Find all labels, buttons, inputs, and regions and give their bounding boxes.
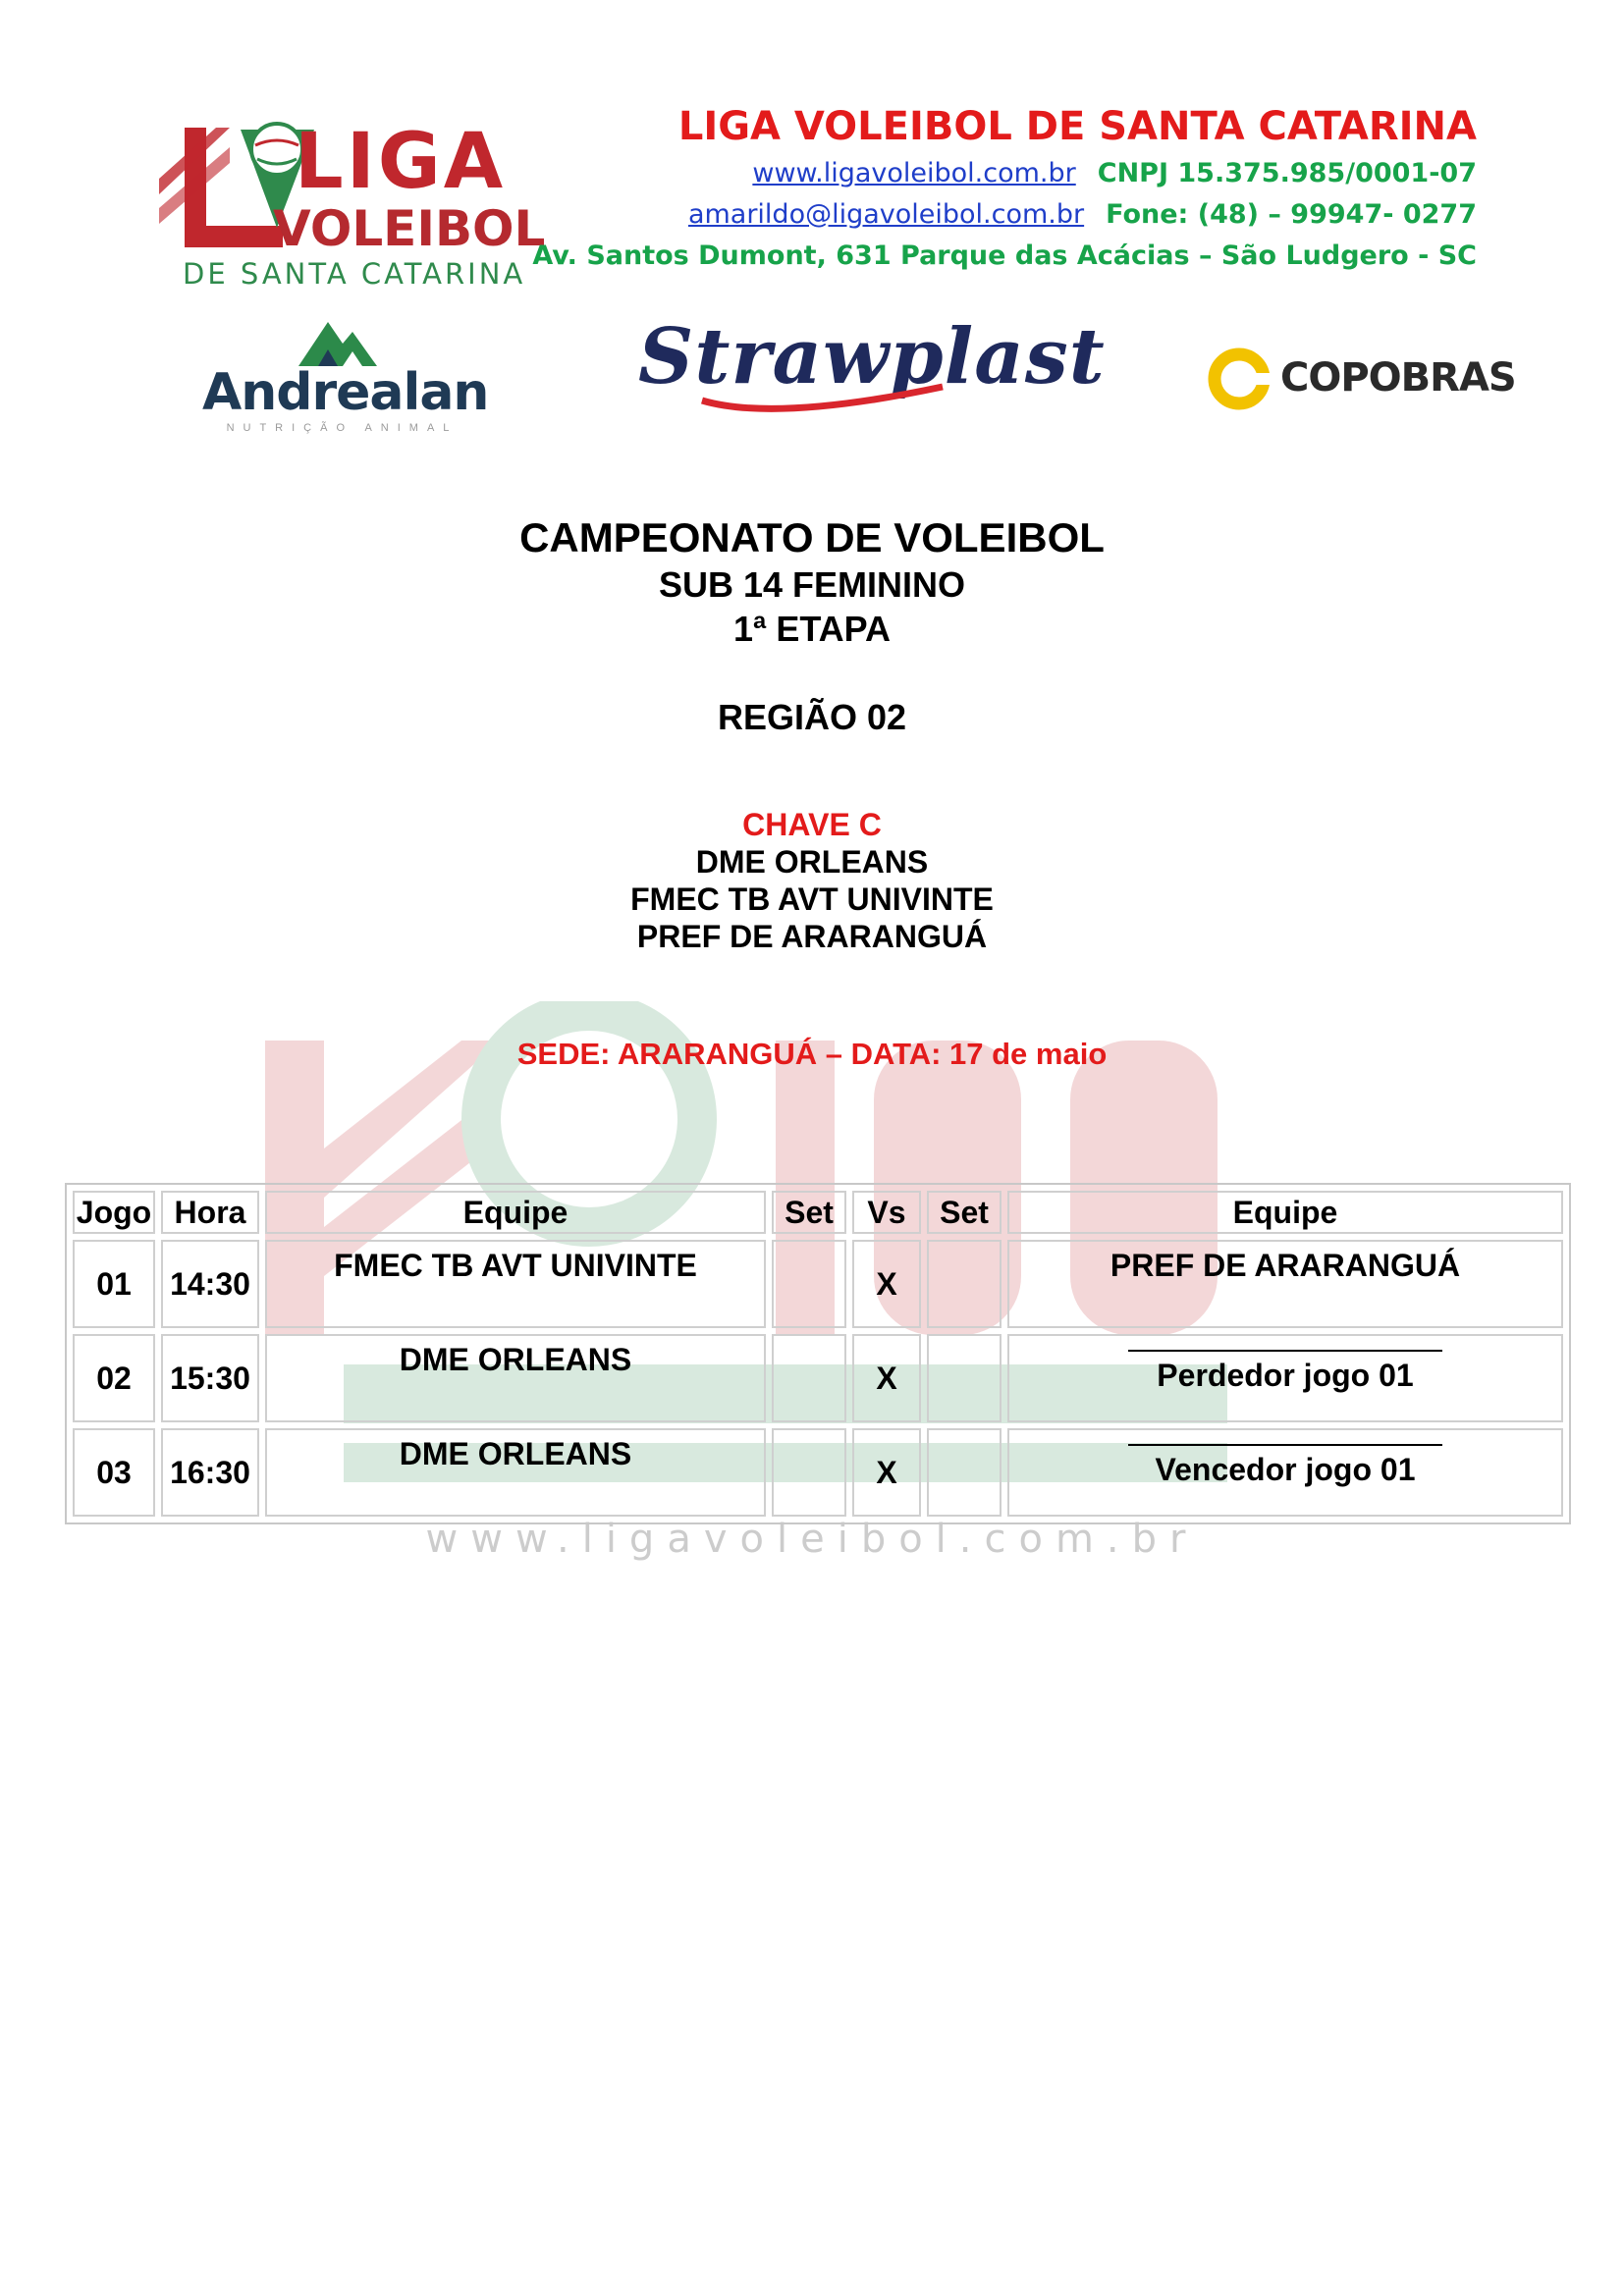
group-team: PREF DE ARARANGUÁ (636, 919, 988, 954)
cell-equipe-a: FMEC TB AVT UNIVINTE (265, 1240, 766, 1328)
cell-set-a (772, 1428, 846, 1517)
cell-hora: 15:30 (161, 1334, 259, 1422)
andrealan-tagline: NUTRIÇÃO ANIMAL (226, 422, 459, 434)
sponsor-andrealan (202, 312, 489, 434)
group-team: FMEC TB AVT UNIVINTE (630, 881, 994, 917)
cell-jogo: 02 (73, 1334, 155, 1422)
cell-jogo: 03 (73, 1428, 155, 1517)
phone: Fone: (48) – 99947- 0277 (1106, 199, 1477, 230)
table-row (73, 1334, 1563, 1422)
cell-set-b (927, 1334, 1001, 1422)
logo-voleibol-text: VOLEIBOL (273, 200, 546, 257)
cell-jogo: 01 (73, 1240, 155, 1328)
group-team: DME ORLEANS (695, 844, 929, 880)
cell-equipe-a: DME ORLEANS (265, 1428, 766, 1517)
cell-set-b (927, 1428, 1001, 1517)
sponsor-copobras (1206, 346, 1516, 414)
table-row (73, 1240, 1563, 1328)
cell-set-a (772, 1334, 846, 1422)
title-category: SUB 14 FEMININO (658, 564, 966, 605)
org-name: LIGA VOLEIBOL DE SANTA CATARINA (677, 104, 1477, 149)
cell-equipe-b: PREF DE ARARANGUÁ (1007, 1240, 1563, 1328)
strawplast-swoosh-icon (697, 381, 952, 420)
cell-vs: X (852, 1240, 921, 1328)
title-region: REGIÃO 02 (717, 697, 907, 737)
games-table (65, 1183, 1571, 1524)
logo-state-text: DE SANTA CATARINA (183, 257, 526, 291)
logo-liga-text: LIGA (295, 118, 507, 206)
venue-date: SEDE: ARARANGUÁ – DATA: 17 de maio (516, 1037, 1108, 1071)
title-championship: CAMPEONATO DE VOLEIBOL (519, 514, 1105, 561)
email-link[interactable]: amarildo@ligavoleibol.com.br (687, 199, 1085, 230)
header-set-a: Set (772, 1191, 846, 1234)
address: Av. Santos Dumont, 631 Parque das Acácias – São Ludgero - SC (532, 240, 1477, 271)
header-equipe-b: Equipe (1007, 1191, 1563, 1234)
header-vs: Vs (852, 1191, 921, 1234)
cell-hora: 14:30 (161, 1240, 259, 1328)
org-line-web (532, 153, 1477, 194)
cell-vs: X (852, 1334, 921, 1422)
header-equipe-a: Equipe (265, 1191, 766, 1234)
blank-line (1128, 1350, 1442, 1358)
watermark-url: www.ligavoleibol.com.br (425, 1517, 1199, 1562)
group-name: CHAVE C (742, 807, 882, 842)
andrealan-mountain-icon (289, 312, 387, 371)
strawplast-name: Strawplast (638, 312, 1106, 401)
copobras-ring-icon (1206, 346, 1272, 412)
cell-set-a (772, 1240, 846, 1328)
liga-logo (147, 110, 546, 292)
blank-line (1128, 1444, 1442, 1452)
header-set-b: Set (927, 1191, 1001, 1234)
sponsor-strawplast (638, 312, 1106, 420)
header-hora: Hora (161, 1191, 259, 1234)
cell-hora: 16:30 (161, 1428, 259, 1517)
table-row (73, 1428, 1563, 1517)
cnpj: CNPJ 15.375.985/0001-07 (1097, 158, 1477, 188)
cell-vs: X (852, 1428, 921, 1517)
cell-equipe-b (1007, 1334, 1563, 1422)
cell-equipe-a: DME ORLEANS (265, 1334, 766, 1422)
org-line-contact (532, 194, 1477, 236)
table-header-row (73, 1191, 1563, 1234)
org-info (532, 100, 1477, 277)
andrealan-name: Andrealan (202, 363, 489, 422)
website-link[interactable]: www.ligavoleibol.com.br (752, 158, 1076, 188)
copobras-name: COPOBRAS (1280, 355, 1516, 400)
cell-equipe-b (1007, 1428, 1563, 1517)
opponent-label: Perdedor jogo 01 (1157, 1358, 1414, 1393)
header-jogo: Jogo (73, 1191, 155, 1234)
title-stage: 1ª ETAPA (732, 609, 891, 649)
opponent-label: Vencedor jogo 01 (1155, 1452, 1416, 1487)
cell-set-b (927, 1240, 1001, 1328)
